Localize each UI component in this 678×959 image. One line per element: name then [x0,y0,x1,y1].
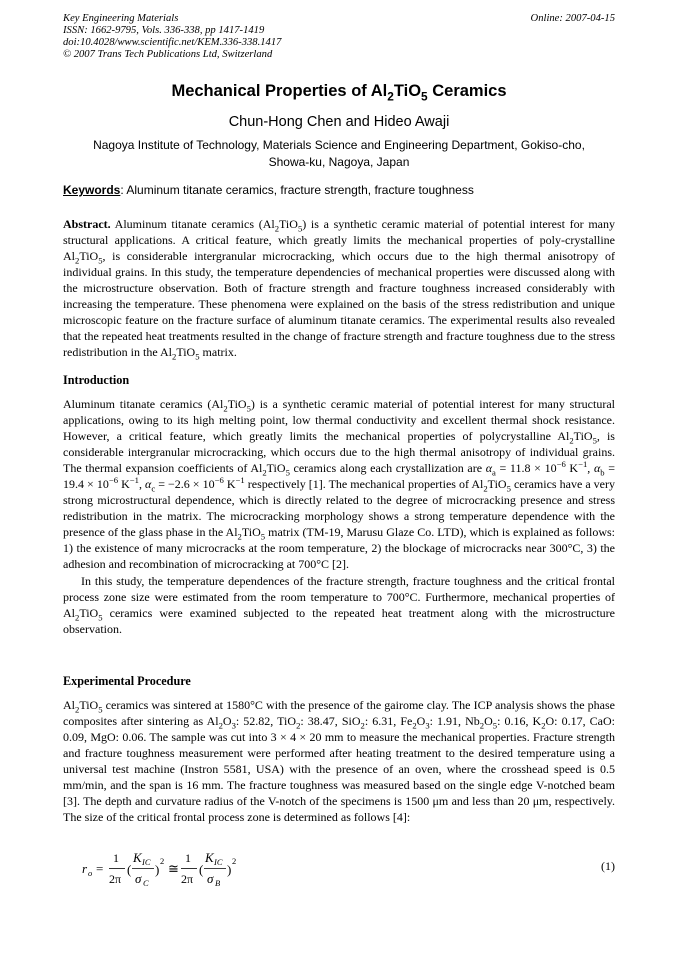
eq-sq-1: 2 [160,856,165,866]
eq-sigma-C: σ [135,871,142,886]
eq-den-1: 2π [109,872,122,886]
equation-1 [82,847,615,891]
eq-sq-2: 2 [232,856,237,866]
author-affiliation: Nagoya Institute of Technology, Materials Science and Engineering Department, Gokiso-cho, Showa-ku, Nagoya, Japan [93,138,585,169]
eq-K-1: K [133,850,142,865]
keywords [63,183,615,197]
eq-num-2: 1 [185,851,191,865]
experimental-heading: Experimental Procedure [63,674,191,688]
eq-num-1: 1 [113,851,119,865]
introduction-heading: Introduction [63,373,130,387]
keywords-label: Keywords [63,183,121,197]
abstract: Abstract. Aluminum titanate ceramics $(Al_2TiO_5)$ is a synthetic ceramic material of potential interest for many structural applications. A critical feature, which greatly limits the mechanical properties of poly-crystalline $Al_2TiO_5$, is considerable intergranular microcracking, which occurs due to the high thermal anisotropy of individual grains. In this study, the temperature dependencies of mechanical properties were discussed along with the microstructure observation. Both of fracture strength and fracture toughness increased considerably with increasing the temperature. These phenomena were explained on the basis of the stress redistribution and unique microscopic feature on the fracture surface of aluminum titanate ceramics. The experimental results also revealed that the repeated heat treatments resulted in the change of fracture strength and fracture toughness due to the stress redistribution in the $Al_2TiO_5$ matrix. [63,217,616,362]
abstract-label: Abstract. [63,217,111,231]
introduction-paragraph-2: In this study, the temperature dependences of the fracture strength, fracture toughness and the critical frontal process zone size were estimated from the room temperature to 700°C. Furthermore, mechanical properties of $Al_2TiO_5$ ceramics were examined subjected to the repeated heat treatment along with the microstructure observation. [63,573,615,636]
keywords-text: : Aluminum titanate ceramics, fracture strength, fracture toughness [120,183,474,197]
eq-lparen-1: ( [127,862,132,877]
experimental-paragraph: $Al_2TiO_5$ ceramics was sintered at 1580°C with the presence of the gairome clay. The ICP analysis shows the phase composites after sintering as $Al_2O_3$: 52.82, TiO$_2$: 38.47, SiO$_2$: 6.31, $Fe_2O_3$: 1.91, $Nb_2O_5$: 0.16, $K_2O$: 0.17, CaO: 0.09, MgO: 0.06. The sample was cut into 3 × 4 × 20 mm to measure the mechanical properties. Fracture strength and fracture toughness measurement were performed after heating treatment to the desired temperature using a universal test machine (Instron 5581, USA) with the presence of an oven, where the crosshead speed is 0.5 mm/min, and the span is 16 mm. The fracture toughness was measured based on the single edge V-notched beam [3]. The depth and curvature radius of the V-notch of the specimens is 1500 μm and less than 20 μm, respectively. The size of the critical frontal process zone is determined as follows [4]: [63,698,615,825]
introduction-paragraph-1: Aluminum titanate ceramics $(Al_2TiO_5)$ is a synthetic ceramic material of potential interest for many structural applications, owing to its high melting point, low thermal conductivity and excellent thermal shock resistance. However, a critical feature, which greatly limits the mechanical properties of polycrystalline $Al_2TiO_5$, is considerable intergranular microcracking, which occurs due to the high thermal anisotropy of individual grains. The thermal expansion coefficients of $Al_2TiO_5$ ceramics along each crystallization are $\alpha_a = 11.8 \times 10^{-6}$ $K^{-1}$, $\alpha_b = 19.4 \times 10^{-6}$ $K^{-1}$, $\alpha_c = -2.6 \times 10^{-6}$ $K^{-1}$ respectively [1]. The mechanical properties of $Al_2TiO_5$ ceramics have a very strong microstructural dependence, which is directly related to the degree of microcracking presence and stress redistribution in the matrix. The microcracking morphology shows a strong temperature dependence with the presence of the glass phase in the $Al_2TiO_5$ matrix (TM-19, Marusu Glaze Co. LTD), which is explained as follows: 1) the existence of many microcracks at the room temperature, 2) the blockage of microcracks near 300°C, 3) the adhesion and recombination of microcracking at 700°C [2]. [63,397,616,572]
experimental-text [63,697,615,825]
journal-copyright: © 2007 Trans Tech Publications Ltd, Switzerland [63,49,273,60]
eq-IC-1: IC [142,857,151,867]
eq-den-2: 2π [181,872,194,886]
paper-title: Mechanical Properties of $Al_2TiO_5$ Ceramics [171,82,507,104]
eq-equals: = [96,861,104,876]
paper-authors: Chun-Hong Chen and Hideo Awaji [228,114,450,130]
journal-doi[interactable]: doi:10.4028/www.scientific.net/KEM.336-338.1417 [63,37,282,48]
eq-approx: ≅ [168,861,179,876]
journal-name: Key Engineering Materials [63,13,179,24]
eq-rparen-1: ) [155,862,160,877]
eq-rparen-2: ) [227,862,232,877]
introduction-text [63,396,615,637]
eq-K-2: K [205,850,214,865]
equation-number: (1) [601,859,615,873]
online-date: Online: 2007-04-15 [530,13,615,24]
eq-r-sub: o [88,868,93,878]
eq-IC-2: IC [214,857,223,867]
journal-issn: ISSN: 1662-9795, Vols. 336-338, pp 1417-1419 [63,25,265,36]
eq-lparen-2: ( [199,862,204,877]
eq-sigma-B: σ [207,871,214,886]
journal-header [63,13,615,61]
eq-r: r [82,861,88,876]
equation-1-formula [82,847,382,891]
eq-B: B [215,878,221,888]
eq-C: C [143,878,149,888]
